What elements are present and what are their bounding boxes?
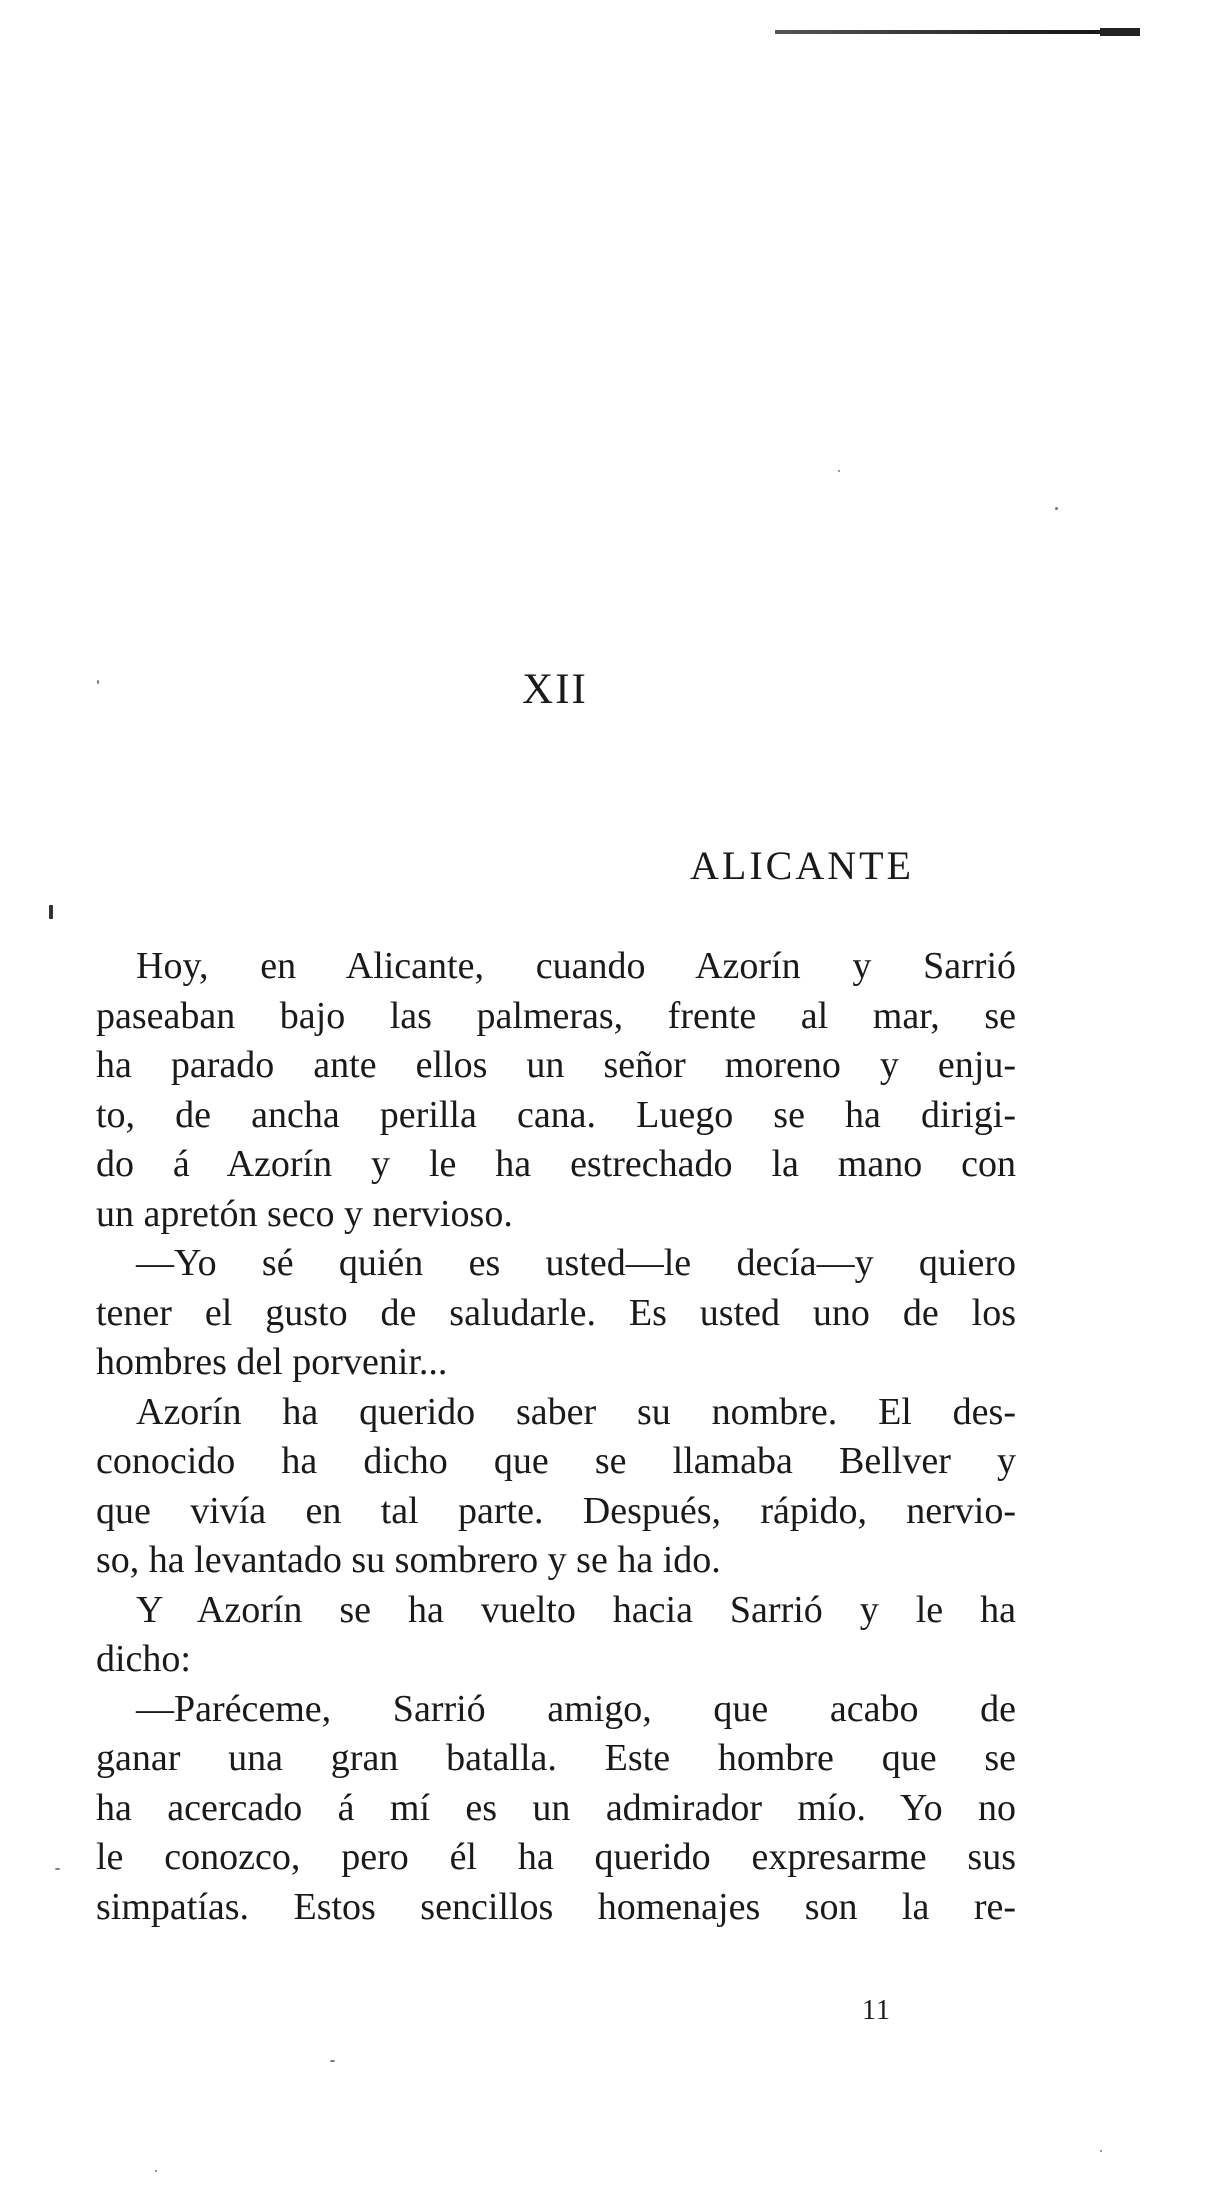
print-speck xyxy=(97,680,99,684)
print-speck xyxy=(1055,507,1058,510)
paragraph xyxy=(96,1685,1016,1933)
text-line: ganar una gran batalla. Este hombre que se xyxy=(96,1737,1016,1779)
text-line: tener el gusto de saludarle. Es usted uno de los xyxy=(96,1291,1016,1334)
text-line: un apretón seco y nervioso. xyxy=(96,1192,513,1235)
print-speck xyxy=(330,2060,335,2062)
text-line: ha acercado á mí es un admirador mío. Yo no xyxy=(96,1786,1016,1829)
text-line: to, de ancha perilla cana. Luego se ha dirigi- xyxy=(96,1093,1016,1136)
text-line: ha parado ante ellos un señor moreno y enju- xyxy=(96,1044,1016,1086)
paragraph xyxy=(96,942,1016,1239)
paragraph xyxy=(96,1586,1016,1685)
text-line: simpatías. Estos sencillos homenajes son la re- xyxy=(96,1885,1016,1928)
text-line: Azorín ha querido saber su nombre. El des- xyxy=(136,1390,1016,1433)
print-speck xyxy=(49,905,53,919)
chapter-number: XII xyxy=(522,666,588,713)
print-speck xyxy=(1100,2150,1102,2152)
text-line: do á Azorín y le ha estrechado la mano con xyxy=(96,1143,1016,1185)
text-line: Hoy, en Alicante, cuando Azorín y Sarrió xyxy=(136,945,1016,987)
page-number: 11 xyxy=(862,1995,891,2026)
paragraph xyxy=(96,1239,1016,1388)
text-line: —Yo sé quién es usted—le decía—y quiero xyxy=(136,1242,1016,1284)
text-line: dicho: xyxy=(96,1638,191,1680)
print-speck xyxy=(838,470,840,472)
text-line: conocido ha dicho que se llamaba Bellver y xyxy=(96,1440,1016,1482)
text-line: que vivía en tal parte. Después, rápido, nervio- xyxy=(96,1489,1016,1532)
text-line: le conozco, pero él ha querido expresarme sus xyxy=(96,1836,1016,1878)
text-line: paseaban bajo las palmeras, frente al mar, se xyxy=(96,994,1016,1037)
paragraph xyxy=(96,1388,1016,1586)
print-speck xyxy=(55,1868,60,1870)
print-speck xyxy=(155,2170,157,2172)
text-line: —Paréceme, Sarrió amigo, que acabo de xyxy=(136,1687,1016,1730)
chapter-title: ALICANTE xyxy=(690,843,914,888)
top-rule xyxy=(775,30,1140,34)
text-line: hombres del porvenir... xyxy=(96,1341,448,1383)
text-line: so, ha levantado su sombrero y se ha ido. xyxy=(96,1539,721,1581)
text-line: Y Azorín se ha vuelto hacia Sarrió y le ha xyxy=(136,1588,1016,1631)
body-text xyxy=(96,942,1016,1932)
